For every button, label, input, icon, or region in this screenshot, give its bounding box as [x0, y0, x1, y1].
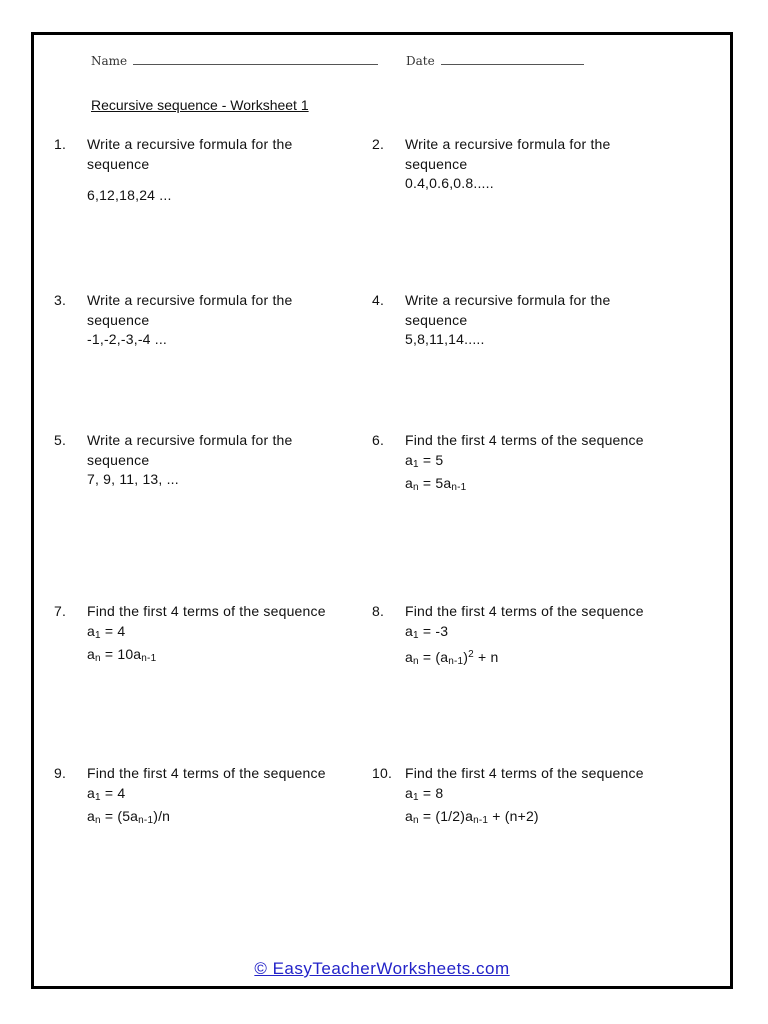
question-number: 2.	[372, 136, 385, 152]
sequence-terms: -1,-2,-3,-4 ...	[87, 331, 168, 347]
name-blank-line	[133, 53, 378, 65]
question-prompt: Write a recursive formula for the	[87, 432, 293, 448]
question-prompt: Write a recursive formula for the	[405, 136, 611, 152]
question-number: 10.	[372, 765, 393, 781]
question-prompt: Write a recursive formula for the	[87, 292, 293, 308]
question-number: 5.	[54, 432, 67, 448]
initial-term: $a_1 = 8$	[405, 784, 444, 803]
recursive-rule: $a_n = 10a_{n-1}$	[87, 646, 157, 664]
name-label: Name	[91, 54, 128, 68]
question-number: 7.	[54, 603, 67, 619]
question-prompt: Find the first 4 terms of the sequence	[87, 603, 326, 619]
sequence-terms: 5,8,11,14.....	[405, 331, 485, 347]
copyright-link[interactable]: © EasyTeacherWorksheets.com	[254, 959, 510, 978]
date-field	[406, 53, 584, 68]
initial-term: $a_1 = 5$	[405, 451, 444, 470]
question-number: 4.	[372, 292, 385, 308]
question-prompt: Find the first 4 terms of the sequence	[405, 603, 644, 619]
question-prompt: Find the first 4 terms of the sequence	[87, 765, 326, 781]
initial-term: $a_1 = 4$	[87, 784, 126, 803]
question-prompt: Find the first 4 terms of the sequence	[405, 765, 644, 781]
question-number: 8.	[372, 603, 385, 619]
worksheet-title: Recursive sequence - Worksheet 1	[91, 97, 309, 113]
question-number: 9.	[54, 765, 67, 781]
question-number: 6.	[372, 432, 385, 448]
question-number: 1.	[54, 136, 67, 152]
question-prompt: Write a recursive formula for the	[405, 292, 611, 308]
initial-term: $a_1 = 4$	[87, 622, 126, 641]
question-prompt: Find the first 4 terms of the sequence	[405, 432, 644, 448]
question-prompt-cont: sequence	[87, 311, 150, 328]
sequence-terms: 0.4,0.6,0.8.....	[405, 175, 494, 191]
worksheet-page	[31, 32, 733, 989]
recursive-rule: $a_n = (1/2)a_{n-1} + (n+2)$	[405, 808, 539, 826]
question-prompt-cont: sequence	[405, 311, 468, 328]
sequence-terms: 7, 9, 11, 13, ...	[87, 471, 179, 487]
recursive-rule: $a_n = (5a_{n-1})/n$	[87, 808, 171, 826]
sequence-terms: 6,12,18,24 ...	[87, 187, 172, 203]
question-number: 3.	[54, 292, 67, 308]
initial-term: $a_1 = -3$	[405, 622, 449, 641]
name-field	[91, 53, 378, 68]
date-label: Date	[406, 54, 435, 68]
question-prompt: Write a recursive formula for the	[87, 136, 293, 152]
question-prompt-cont: sequence	[87, 451, 150, 468]
date-blank-line	[441, 53, 584, 65]
question-prompt-cont: sequence	[87, 155, 150, 172]
recursive-rule: $a_n = 5a_{n-1}$	[405, 475, 467, 493]
question-prompt-cont: sequence	[405, 155, 468, 172]
recursive-rule: $a_n = (a_{n-1})^2 + n$	[405, 649, 499, 667]
